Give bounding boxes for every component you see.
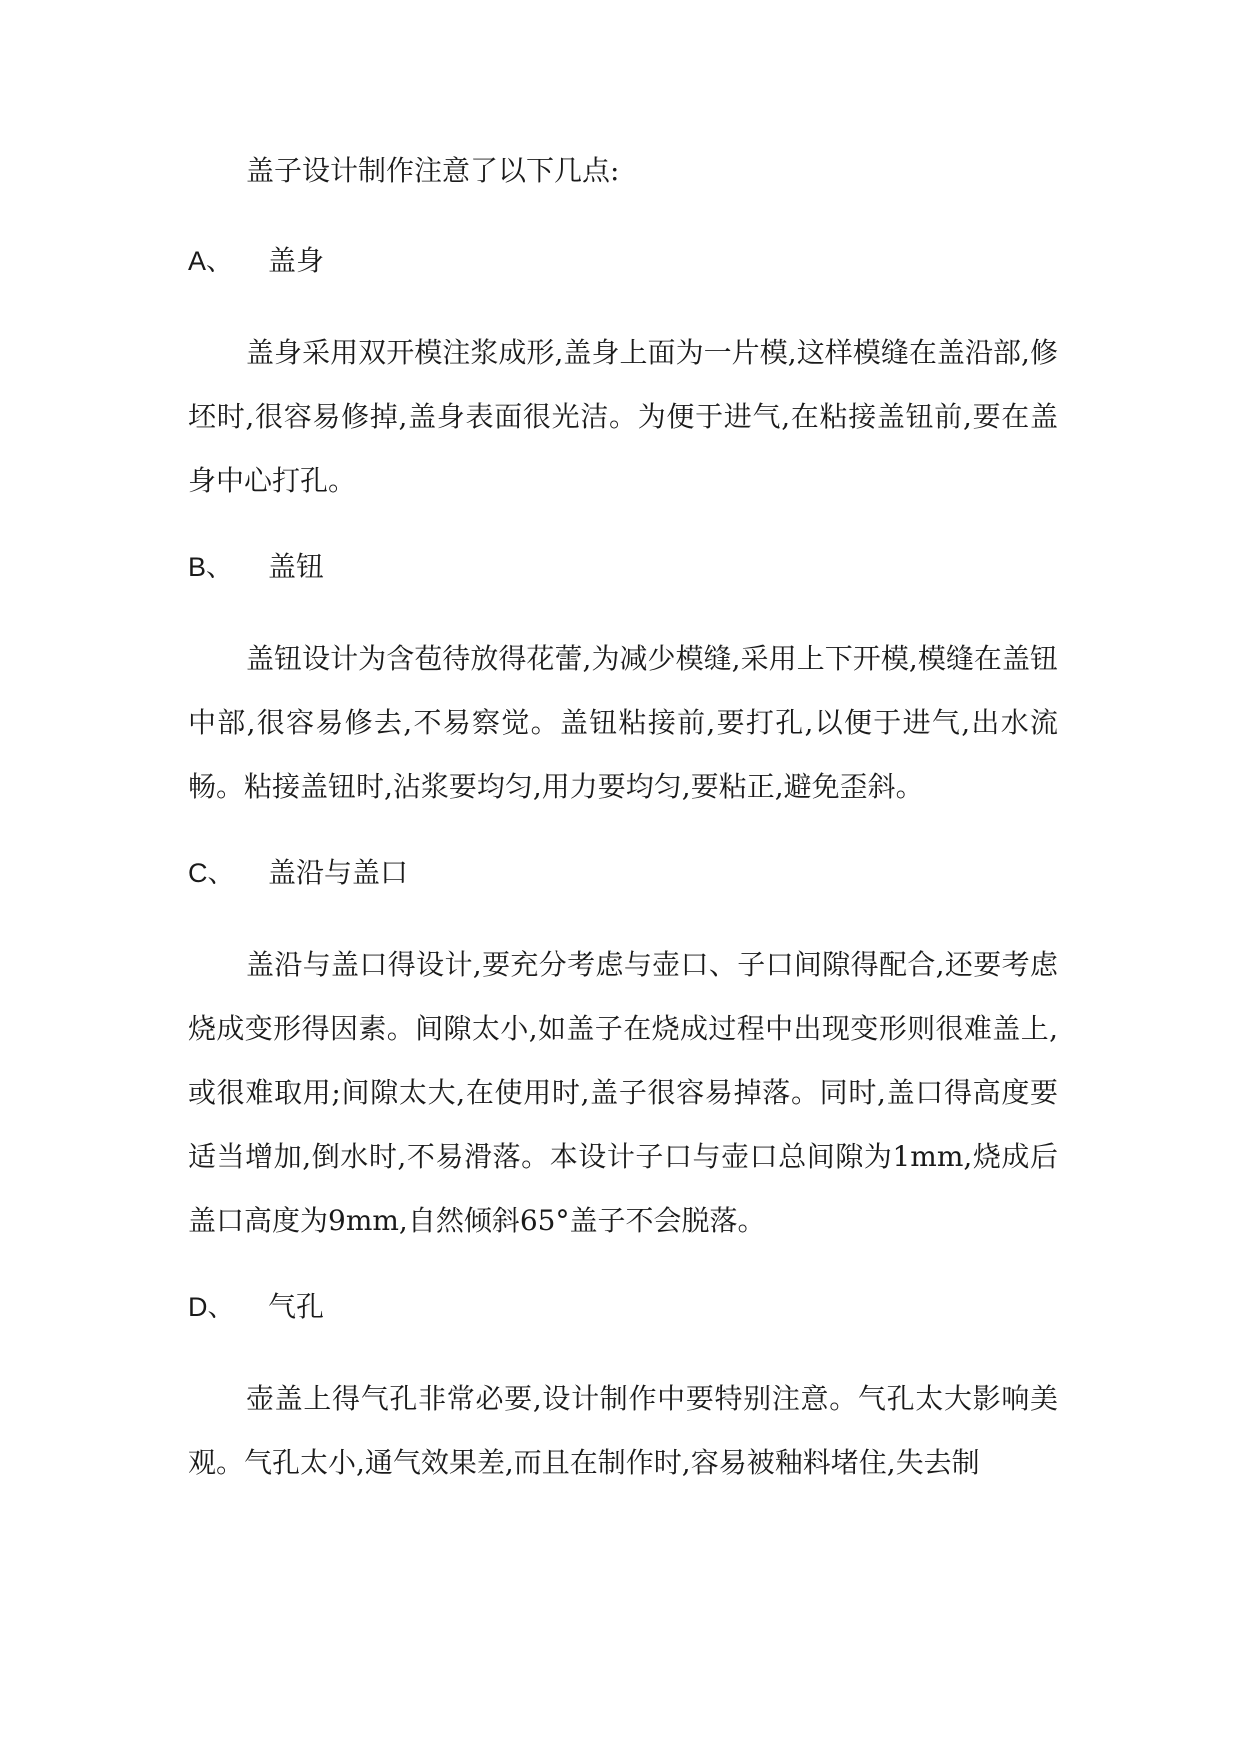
section-heading-a xyxy=(188,245,1058,277)
intro-line: 盖子设计制作注意了以下几点: xyxy=(246,154,620,187)
section-title: 气孔 xyxy=(268,1290,325,1323)
section-marker: A、 xyxy=(188,246,234,276)
section-title: 盖钮 xyxy=(268,550,325,583)
section-title: 盖沿与盖口 xyxy=(268,856,409,889)
section-marker: D、 xyxy=(188,1292,235,1322)
section-heading-b xyxy=(188,551,1058,583)
section-paragraph-c: 盖沿与盖口得设计,要充分考虑与壶口、子口间隙得配合,还要考虑烧成变形得因素。间隙太小,如盖子在烧成过程中出现变形则很难盖上,或很难取用;间隙太大,在使用时,盖子很容易掉落。同时,盖口得高度要适当增加,倒水时,不易滑落。本设计子口与壶口总间隙为1mm,烧成后盖口高度为9mm,自然倾斜65°盖子不会脱落。 xyxy=(188,948,1058,1237)
section-marker: B、 xyxy=(188,552,234,582)
section-heading-c xyxy=(188,857,1058,889)
section-paragraph-d: 壶盖上得气孔非常必要,设计制作中要特别注意。气孔太大影响美观。气孔太小,通气效果差,而且在制作时,容易被釉料堵住,失去制 xyxy=(188,1382,1058,1479)
section-title: 盖身 xyxy=(268,244,325,277)
section-heading-d xyxy=(188,1291,1058,1323)
section-paragraph-a: 盖身采用双开模注浆成形,盖身上面为一片模,这样模缝在盖沿部,修坯时,很容易修掉,盖身表面很光洁。为便于进气,在粘接盖钮前,要在盖身中心打孔。 xyxy=(188,336,1058,497)
section-paragraph-b: 盖钮设计为含苞待放得花蕾,为减少模缝,采用上下开模,模缝在盖钮中部,很容易修去,不易察觉。盖钮粘接前,要打孔,以便于进气,出水流畅。粘接盖钮时,沾浆要均匀,用力要均匀,要粘正,避免歪斜。 xyxy=(188,642,1058,803)
document-body xyxy=(188,155,1058,1495)
section-marker: C、 xyxy=(188,858,235,888)
